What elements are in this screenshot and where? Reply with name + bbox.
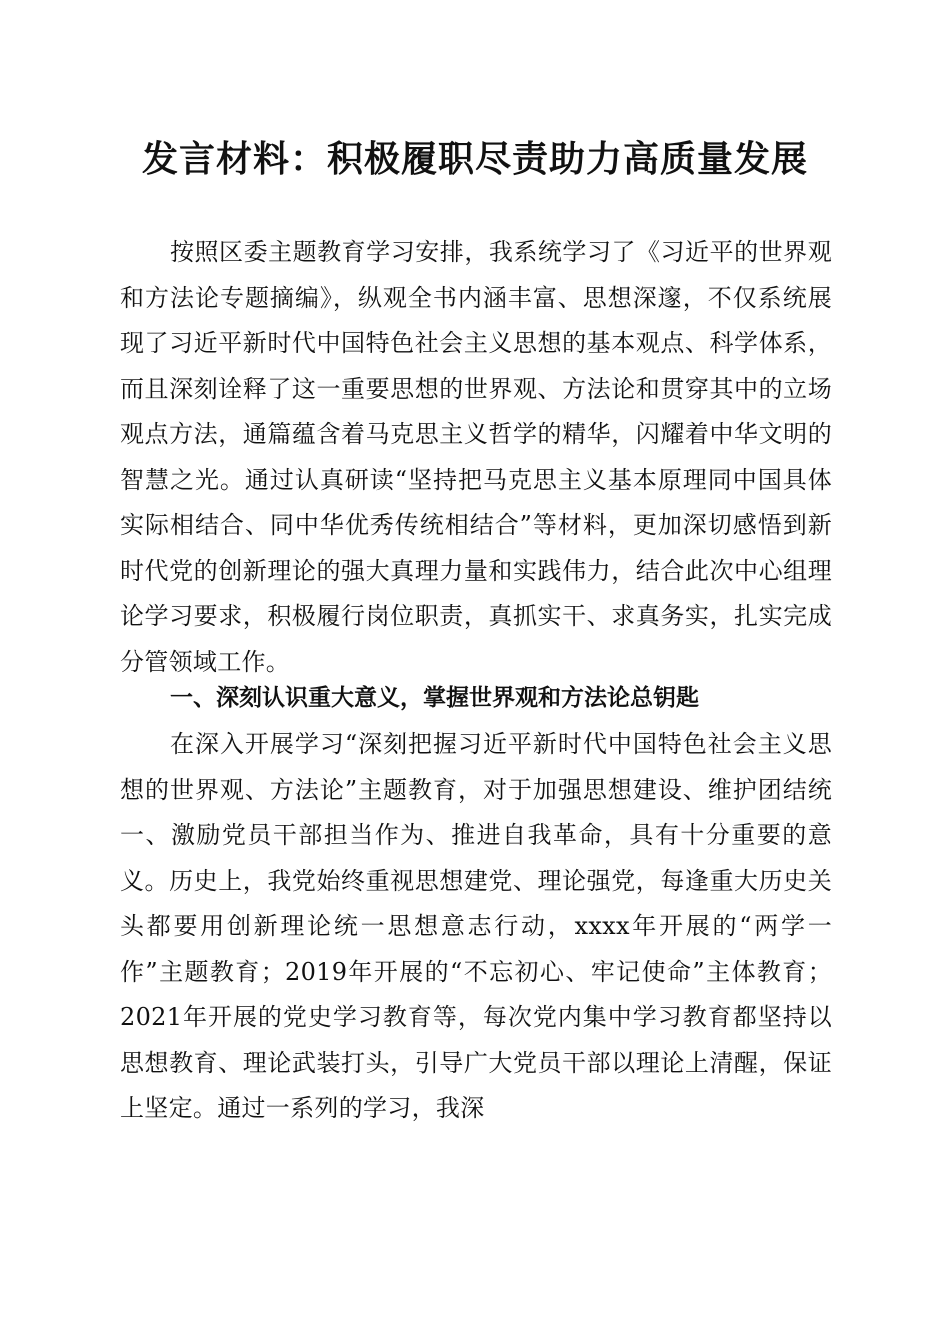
section-heading-1: 一、深刻认识重大意义，掌握世界观和方法论总钥匙	[170, 685, 699, 711]
paragraph-section-1: 在深入开展学习“深刻把握习近平新时代中国特色社会主义思想的世界观、方法论”主题教育，对于加强思想建设、维护团结统一、激励党员干部担当作为、推进自我革命，具有十分重要的意义。历史上，我党始终重视思想建党、理论强党，每逢重大历史关头都要用创新理论统一思想意志行动，xxxx年开展的“两学一作”主题教育；2019年开展的“不忘初心、牢记使命”主体教育；2021年开展的党史学习教育等，每次党内集中学习教育都坚持以思想教育、理论武装打头，引导广大党员干部以理论上清醒，保证上坚定。通过一系列的学习，我深	[120, 730, 832, 1122]
paragraph-intro: 按照区委主题教育学习安排，我系统学习了《习近平的世界观和方法论专题摘编》，纵观全书内涵丰富、思想深邃，不仅系统展现了习近平新时代中国特色社会主义思想的基本观点、科学体系，而且深刻诠释了这一重要思想的世界观、方法论和贯穿其中的立场观点方法，通篇蕴含着马克思主义哲学的精华，闪耀着中华文明的智慧之光。通过认真研读“坚持把马克思主义基本原理同中国具体实际相结合、同中华优秀传统相结合”等材料，更加深切感悟到新时代党的创新理论的强大真理力量和实践伟力，结合此次中心组理论学习要求，积极履行岗位职责，真抓实干、求真务实，扎实完成分管领域工作。	[120, 238, 832, 676]
document-title: 发言材料：积极履职尽责助力高质量发展	[141, 138, 808, 180]
